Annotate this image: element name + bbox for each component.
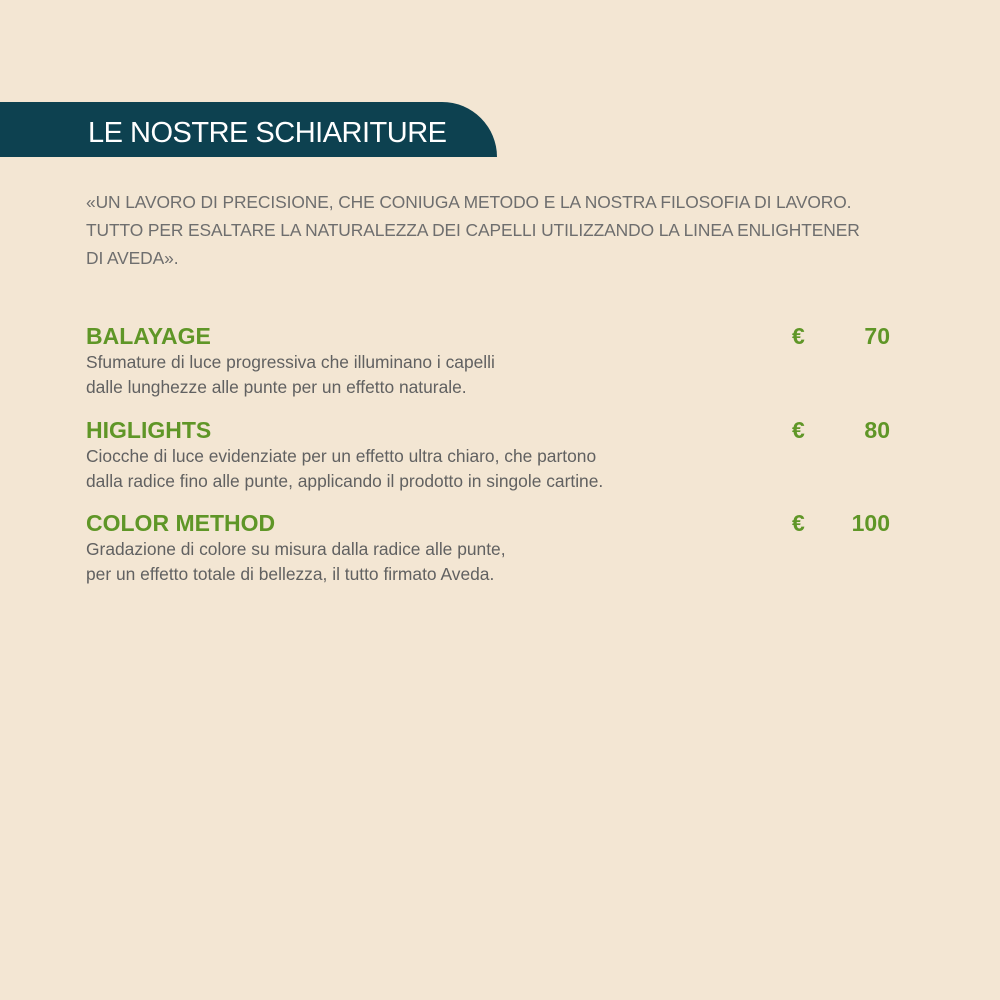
service-name: COLOR METHOD xyxy=(86,510,276,536)
intro-line-2: TUTTO PER ESALTARE LA NATURALEZZA DEI CAPELLI UTILIZZANDO LA LINEA ENLIGHTENER xyxy=(86,220,860,240)
service-description xyxy=(86,350,906,400)
currency-symbol: € xyxy=(792,323,805,349)
service-description xyxy=(86,444,906,494)
description-line: Sfumature di luce progressiva che illuminano i capelli xyxy=(86,352,495,372)
currency-symbol: € xyxy=(792,417,805,443)
page-title: LE NOSTRE SCHIARITURE xyxy=(88,117,447,149)
description-line: Ciocche di luce evidenziate per un effetto ultra chiaro, che partono xyxy=(86,446,597,466)
service-higlights xyxy=(86,416,906,494)
service-price: 70 xyxy=(864,323,890,349)
service-color-method xyxy=(86,509,906,587)
service-description xyxy=(86,537,906,587)
description-line: dalla radice fino alle punte, applicando il prodotto in singole cartine. xyxy=(86,471,604,491)
service-price: 80 xyxy=(864,417,890,443)
description-line: dalle lunghezze alle punte per un effetto naturale. xyxy=(86,377,467,397)
service-balayage xyxy=(86,322,906,400)
title-banner xyxy=(0,102,497,157)
service-name: BALAYAGE xyxy=(86,323,211,349)
intro-line-1: «UN LAVORO DI PRECISIONE, CHE CONIUGA METODO E LA NOSTRA FILOSOFIA DI LAVORO. xyxy=(86,192,852,212)
currency-symbol: € xyxy=(792,510,805,536)
service-name: HIGLIGHTS xyxy=(86,417,212,443)
description-line: Gradazione di colore su misura dalla radice alle punte, xyxy=(86,539,506,559)
description-line: per un effetto totale di bellezza, il tutto firmato Aveda. xyxy=(86,564,495,584)
intro-text xyxy=(86,188,946,272)
service-price: 100 xyxy=(851,510,890,536)
intro-line-3: DI AVEDA». xyxy=(86,248,179,268)
